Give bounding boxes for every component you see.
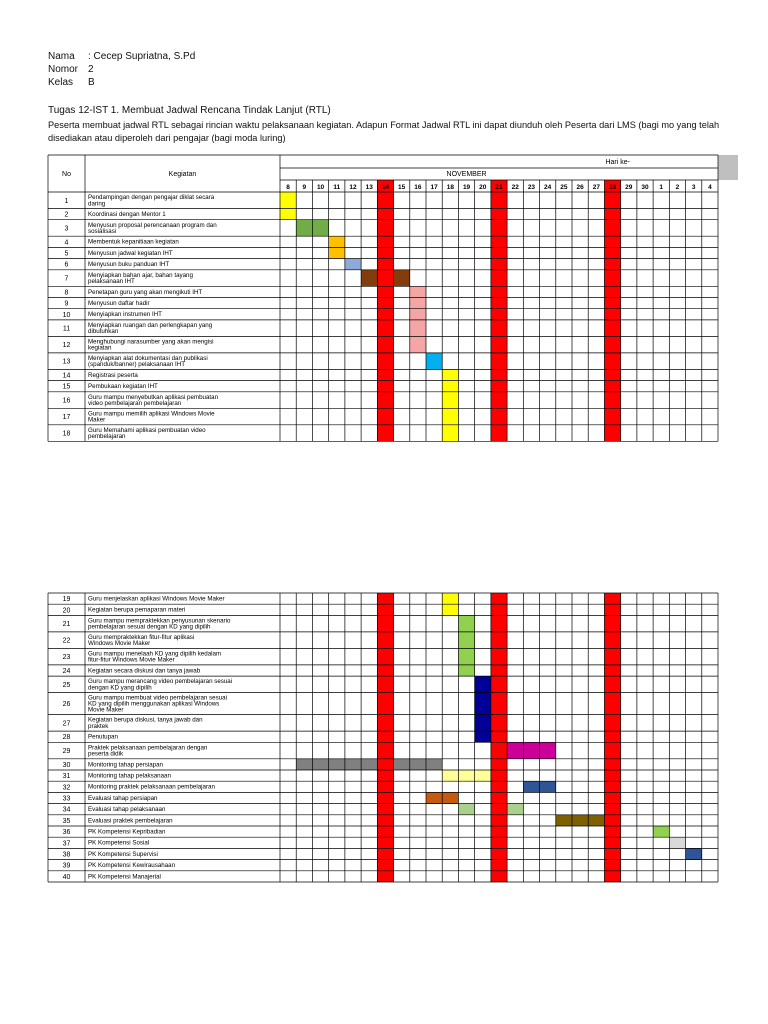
gantt-bar bbox=[442, 604, 458, 615]
row-number: 10 bbox=[62, 311, 71, 319]
holiday-column bbox=[377, 593, 393, 882]
row-kegiatan-text: Penetapan guru yang akan mengikuti IHT bbox=[88, 288, 203, 296]
day-number-header: 8 bbox=[286, 184, 290, 191]
gantt-bar bbox=[458, 665, 474, 676]
row-number: 14 bbox=[62, 372, 71, 380]
row-kegiatan-text: Monitoring praktek pelaksanaan pembelajaran bbox=[88, 783, 215, 791]
day-number-header: 1 bbox=[659, 184, 664, 191]
day-number-header: 25 bbox=[560, 184, 568, 191]
day-number-header: 18 bbox=[446, 184, 454, 191]
row-kegiatan-text: Windows Movie Maker bbox=[88, 640, 151, 648]
nomor-value: 2 bbox=[88, 64, 94, 75]
gantt-bar bbox=[458, 648, 474, 665]
nama-label: Nama bbox=[48, 51, 75, 62]
row-kegiatan-text: Kegiatan berupa pemaparan materi bbox=[88, 606, 186, 614]
gantt-bar bbox=[394, 270, 410, 287]
row-number: 38 bbox=[62, 851, 71, 859]
row-number: 34 bbox=[62, 806, 71, 814]
holiday-column bbox=[491, 192, 507, 441]
row-number: 40 bbox=[62, 873, 71, 881]
row-kegiatan-text: Guru mampu memilih aplikasi Windows Movie bbox=[88, 410, 215, 418]
task-description: Peserta membuat jadwal RTL sebagai rincian waktu pelaksanaan kegiatan. Adapun Format Jadwal RTL ini dapat diunduh oleh Peserta dari LMS (bagi mo yang telah disediakan atau diperoleh dari pengajar (bagi moda luring) bbox=[48, 120, 720, 143]
row-kegiatan-text: Menyiapkan ruangan dan perlengkapan yang bbox=[88, 321, 213, 329]
row-kegiatan-text: Menyusun buku panduan IHT bbox=[88, 261, 170, 269]
row-kegiatan-text: Menyiapkan bahan ajar, bahan tayang bbox=[88, 271, 193, 279]
row-kegiatan-text: Monitoring tahap persiapan bbox=[88, 761, 163, 769]
gantt-bar bbox=[458, 804, 474, 815]
row-kegiatan-text: Evaluasi tahap pelaksanaan bbox=[88, 806, 166, 814]
column-kegiatan-header: Kegiatan bbox=[168, 171, 197, 178]
day-number-header: 29 bbox=[625, 184, 633, 191]
row-number: 31 bbox=[62, 773, 71, 781]
row-number: 28 bbox=[62, 734, 71, 742]
row-kegiatan-text: Menyusun daftar hadir bbox=[88, 300, 150, 307]
day-number-header: 14 bbox=[381, 184, 390, 191]
row-number: 30 bbox=[62, 761, 71, 769]
gantt-bar bbox=[475, 676, 491, 693]
gantt-bar bbox=[507, 804, 523, 815]
holiday-column bbox=[604, 593, 620, 882]
row-kegiatan-text: Menyusun jadwal kegiatan IHT bbox=[88, 249, 173, 257]
day-number-header: 10 bbox=[316, 184, 325, 191]
row-kegiatan-text: (spanduk/banner) pelaksanaan IHT bbox=[88, 361, 185, 369]
day-number-header: 26 bbox=[576, 184, 584, 191]
row-kegiatan-text: Menghubungi narasumber yang akan mengisi bbox=[88, 338, 214, 346]
row-kegiatan-text: Maker bbox=[88, 416, 106, 424]
row-number: 6 bbox=[64, 261, 69, 269]
gantt-bar bbox=[475, 715, 491, 732]
row-kegiatan-text: daring bbox=[88, 200, 106, 208]
row-kegiatan-text: pelaksanaan IHT bbox=[88, 278, 135, 286]
day-number-header: 27 bbox=[592, 184, 600, 191]
gantt-bar bbox=[410, 320, 426, 337]
row-number: 36 bbox=[62, 829, 71, 837]
gantt-bar bbox=[442, 770, 491, 781]
gantt-bar bbox=[475, 693, 491, 715]
gantt-bar bbox=[442, 392, 458, 409]
row-kegiatan-text: pembelajaran sesuai dengan KD yang dipilih bbox=[88, 623, 211, 631]
gantt-bar bbox=[394, 759, 443, 770]
gantt-bar bbox=[442, 408, 458, 425]
gantt-bar bbox=[410, 286, 426, 297]
row-number: 25 bbox=[62, 681, 71, 689]
holiday-column bbox=[491, 593, 507, 882]
holiday-column bbox=[604, 192, 620, 441]
day-number-header: 11 bbox=[333, 184, 341, 191]
row-kegiatan-text: Guru mampu merancang video pembelajaran sesuai bbox=[88, 678, 233, 686]
day-number-header: 23 bbox=[527, 184, 536, 191]
row-kegiatan-text: PK Kompetensi Supervisi bbox=[88, 850, 158, 858]
gantt-bar bbox=[507, 742, 556, 759]
row-number: 15 bbox=[62, 383, 71, 391]
row-kegiatan-text: kegiatan bbox=[88, 344, 112, 352]
gantt-bar bbox=[669, 837, 685, 848]
row-kegiatan-text: Praktek pelaksanaan pembelajaran dengan bbox=[88, 744, 208, 752]
day-number-header: 9 bbox=[302, 184, 307, 191]
gantt-bar bbox=[458, 615, 474, 632]
column-no-header: No bbox=[62, 171, 71, 178]
day-number-header: 20 bbox=[479, 184, 487, 191]
row-number: 2 bbox=[64, 211, 69, 219]
row-kegiatan-text: Menyiapkan instrumen IHT bbox=[88, 311, 162, 319]
row-number: 33 bbox=[62, 795, 71, 803]
row-kegiatan-text: Guru Memahami aplikasi pembuatan video bbox=[88, 426, 206, 434]
row-number: 9 bbox=[64, 300, 69, 308]
row-number: 18 bbox=[62, 430, 71, 438]
gantt-bar bbox=[361, 270, 377, 287]
row-kegiatan-text: KD yang dipilih menggunakan aplikasi Windows bbox=[88, 700, 220, 708]
day-number-header: 13 bbox=[365, 184, 373, 191]
row-kegiatan-text: dibutuhkan bbox=[88, 328, 119, 336]
row-kegiatan-text: PK Kompetensi Kewirausahaan bbox=[88, 862, 176, 870]
gantt-bar bbox=[426, 353, 442, 370]
row-kegiatan-text: PK Kompetensi Kepribadian bbox=[88, 828, 166, 836]
kelas-label: Kelas bbox=[48, 77, 74, 88]
row-kegiatan-text: PK Kompetensi Manajerial bbox=[88, 873, 161, 881]
row-kegiatan-text: Monitoring tahap pelaksanaan bbox=[88, 772, 171, 780]
row-number: 13 bbox=[62, 358, 71, 366]
row-number: 8 bbox=[64, 289, 69, 297]
gantt-bar bbox=[329, 247, 345, 258]
day-number-header: 24 bbox=[544, 184, 552, 191]
row-number: 37 bbox=[62, 840, 71, 848]
day-number-header: 16 bbox=[414, 184, 422, 191]
gantt-bar bbox=[442, 381, 458, 392]
row-number: 24 bbox=[62, 668, 71, 675]
row-number: 29 bbox=[62, 748, 71, 756]
nama-value: : Cecep Supriatna, S.Pd bbox=[88, 51, 196, 62]
row-kegiatan-text: video pembelajaran pembelajaran bbox=[88, 400, 182, 408]
row-kegiatan-text: Kegiatan secara diskusi dan tanya jawab bbox=[88, 667, 201, 675]
day-number-header: 28 bbox=[608, 184, 617, 191]
row-number: 16 bbox=[62, 397, 71, 405]
row-number: 7 bbox=[64, 275, 69, 283]
day-number-header: 30 bbox=[641, 184, 649, 191]
row-kegiatan-text: Penutupan bbox=[88, 733, 118, 741]
row-number: 17 bbox=[62, 414, 71, 422]
row-kegiatan-text: Kegiatan berupa diskusi, tanya jawab dan bbox=[88, 716, 203, 724]
hari-ke-header: Hari ke- bbox=[605, 159, 630, 166]
gantt-bar bbox=[442, 425, 458, 442]
row-number: 22 bbox=[62, 637, 71, 645]
row-number: 12 bbox=[62, 342, 71, 350]
kelas-value: B bbox=[88, 77, 95, 88]
row-number: 21 bbox=[62, 621, 71, 629]
day-number-header: 15 bbox=[398, 184, 406, 191]
row-kegiatan-text: Registrasi peserta bbox=[88, 371, 138, 379]
header-shade bbox=[718, 155, 738, 180]
row-number: 4 bbox=[64, 239, 69, 247]
row-kegiatan-text: praktek bbox=[88, 722, 109, 730]
row-number: 1 bbox=[64, 197, 69, 205]
row-number: 3 bbox=[64, 225, 69, 233]
gantt-bar bbox=[410, 336, 426, 353]
row-kegiatan-text: Evaluasi tahap persiapan bbox=[88, 794, 158, 802]
day-number-header: 17 bbox=[430, 184, 438, 191]
day-number-header: 21 bbox=[495, 184, 503, 191]
gantt-bar bbox=[410, 309, 426, 320]
task-title: Tugas 12-IST 1. Membuat Jadwal Rencana Tindak Lanjut (RTL) bbox=[48, 105, 331, 116]
row-kegiatan-text: Guru mampu menelaah KD yang dipilih kedalam bbox=[88, 650, 222, 658]
holiday-column bbox=[377, 192, 393, 441]
gantt-bar bbox=[280, 192, 296, 209]
gantt-bar bbox=[653, 826, 669, 837]
row-number: 11 bbox=[62, 325, 71, 333]
row-kegiatan-text: Pendampingan dengan pengajar diklat secara bbox=[88, 194, 215, 202]
row-number: 26 bbox=[62, 701, 71, 709]
day-number-header: 3 bbox=[691, 184, 696, 191]
row-number: 23 bbox=[62, 654, 71, 662]
gantt-bar bbox=[280, 209, 296, 220]
day-number-header: 22 bbox=[511, 184, 519, 191]
row-kegiatan-text: Movie Maker bbox=[88, 706, 124, 714]
gantt-bar bbox=[442, 369, 458, 380]
row-kegiatan-text: pembelajaran bbox=[88, 433, 126, 441]
row-kegiatan-text: Evaluasi praktek pembelajaran bbox=[88, 817, 173, 825]
month-header: NOVEMBER bbox=[446, 171, 487, 178]
day-number-header: 12 bbox=[349, 184, 357, 191]
row-number: 19 bbox=[62, 596, 71, 604]
row-kegiatan-text: dengan KD yang dipilih bbox=[88, 684, 152, 692]
row-number: 5 bbox=[64, 250, 69, 258]
day-number-header: 19 bbox=[462, 184, 471, 191]
gantt-bar bbox=[458, 632, 474, 649]
day-number-header: 4 bbox=[708, 184, 712, 191]
row-kegiatan-text: peserta didik bbox=[88, 750, 124, 758]
nomor-label: Nomor bbox=[48, 64, 79, 75]
row-kegiatan-text: Pembukaan kegiatan IHT bbox=[88, 383, 158, 391]
row-number: 35 bbox=[62, 817, 71, 825]
row-kegiatan-text: Menyiapkan alat dokumentasi dan publikasi bbox=[88, 354, 208, 362]
row-kegiatan-text: Membentuk kepanitiaan kegiatan bbox=[88, 238, 179, 246]
day-number-header: 2 bbox=[675, 184, 680, 191]
gantt-bar bbox=[686, 848, 702, 859]
row-kegiatan-text: Koordinasi dengan Mentor 1 bbox=[88, 211, 166, 218]
row-kegiatan-text: PK Kompetensi Sosial bbox=[88, 839, 150, 847]
row-kegiatan-text: Guru mampu mempraktekkan penyusunan skenario bbox=[88, 617, 231, 625]
row-kegiatan-text: Guru mampu menyebutkan aplikasi pembuatan bbox=[88, 393, 219, 401]
gantt-bar bbox=[410, 298, 426, 309]
row-kegiatan-text: Menyusun proposal perencanaan program dan bbox=[88, 221, 217, 229]
row-number: 32 bbox=[62, 784, 71, 792]
row-kegiatan-text: Guru mempraktekkan fitur-fitur aplikasi bbox=[88, 633, 195, 641]
row-kegiatan-text: Guru menjelaskan aplikasi Windows Movie Maker bbox=[88, 595, 225, 603]
row-number: 20 bbox=[62, 607, 71, 615]
row-kegiatan-text: sosialisasi bbox=[88, 227, 117, 235]
gantt-bar bbox=[556, 815, 605, 826]
gantt-bar bbox=[475, 731, 491, 742]
row-kegiatan-text: Guru mampu membuat video pembelajaran sesuai bbox=[88, 694, 227, 702]
row-number: 39 bbox=[62, 862, 71, 870]
gantt-bar bbox=[329, 236, 345, 247]
gantt-bar bbox=[442, 593, 458, 604]
gantt-bar bbox=[345, 259, 361, 270]
row-number: 27 bbox=[62, 720, 71, 728]
gantt-bar bbox=[296, 759, 377, 770]
row-kegiatan-text: fitur-fitur Windows Movie Maker bbox=[88, 656, 175, 664]
